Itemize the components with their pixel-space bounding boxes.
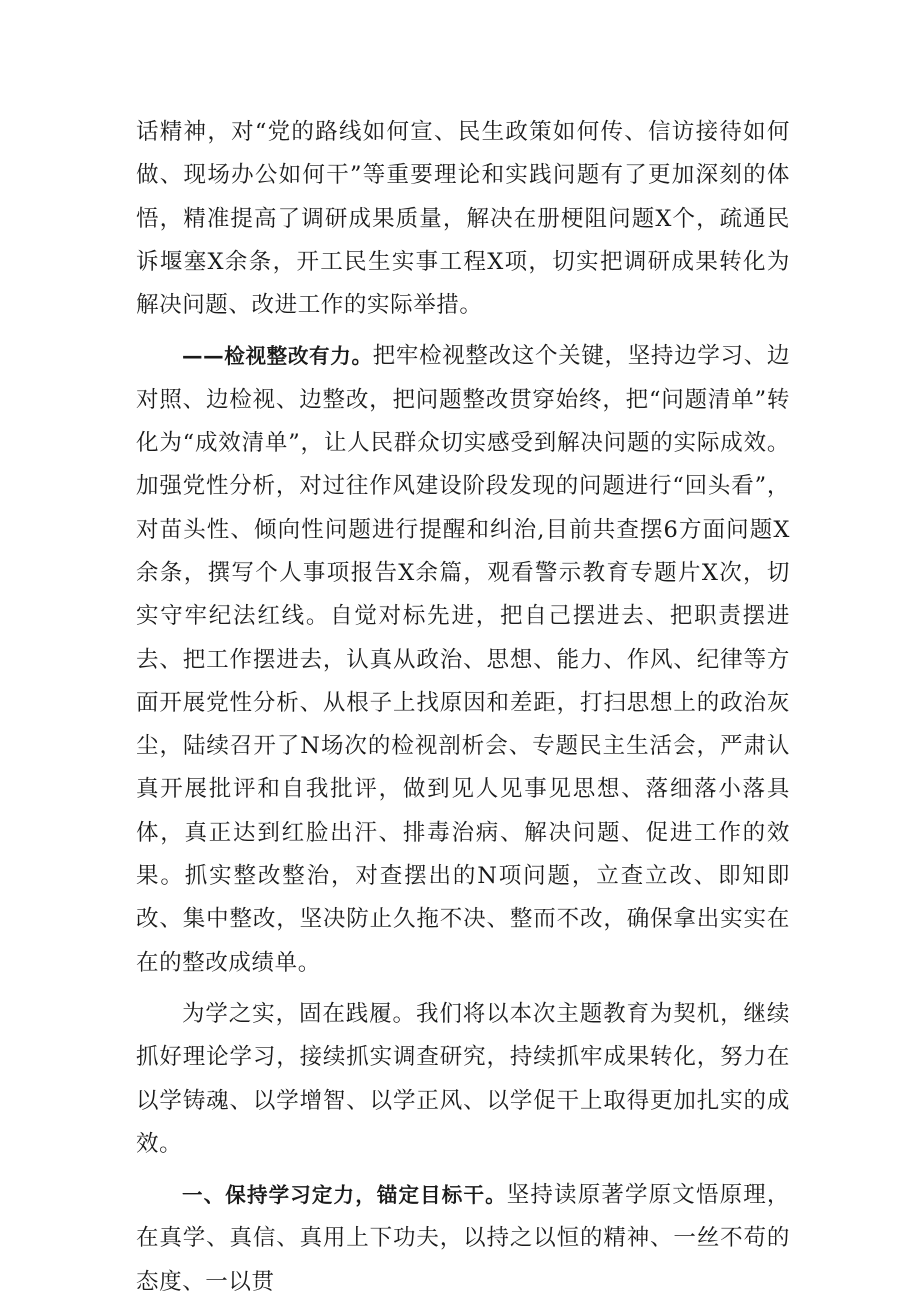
paragraph-text: 为学之实，固在践履。我们将以本次主题教育为契机，继续抓好理论学习，接续抓实调查研究，持续抓牢成果转化，努力在以学铸魂、以学增智、以学正风、以学促干上取得更加扎实的成效。 <box>136 1000 790 1157</box>
paragraph-research-results <box>136 111 790 327</box>
paragraph-summary <box>136 993 790 1166</box>
paragraph-text: 坚持读原著学原文悟原理，在真学、真信、真用上下功夫，以持之以恒的精神、一丝不苟的态度、一以贯 <box>136 1182 790 1295</box>
paragraph-section-one <box>136 1174 790 1304</box>
paragraph-inspection-rectification <box>136 335 790 984</box>
paragraph-heading: ——检视整改有力。 <box>182 344 373 369</box>
document-body <box>136 111 790 1304</box>
paragraph-text: 把牢检视整改这个关键，坚持边学习、边对照、边检视、边整改，把问题整改贯穿始终，把“问题清单”转化为“成效清单”，让人民群众切实感受到解决问题的实际成效。加强党性分析，对过往作风建设阶段发现的问题进行“回头看”，对苗头性、倾向性问题进行提醒和纠治,目前共查摆6方面问题X余条，撰写个人事项报告X余篇，观看警示教育专题片X次，切实守牢纪法红线。自觉对标先进，把自己摆进去、把职责摆进去、把工作摆进去，认真从政治、思想、能力、作风、纪律等方面开展党性分析、从根子上找原因和差距，打扫思想上的政治灰尘，陆续召开了N场次的检视剖析会、专题民主生活会，严肃认真开展批评和自我批评，做到见人见事见思想、落细落小落具体，真正达到红脸出汗、排毒治病、解决问题、促进工作的效果。抓实整改整治，对查摆出的N项问题，立查立改、即知即改、集中整改，坚决防止久拖不决、整而不改，确保拿出实实在在的整改成绩单。 <box>136 343 790 976</box>
section-heading: 一、保持学习定力，锚定目标干。 <box>182 1183 507 1208</box>
paragraph-text: 话精神，对“党的路线如何宣、民生政策如何传、信访接待如何做、现场办公如何干”等重要理论和实践问题有了更加深刻的体悟，精准提高了调研成果质量，解决在册梗阻问题X个，疏通民诉堰塞X余条，开工民生实事工程X项，切实把调研成果转化为解决问题、改进工作的实际举措。 <box>136 119 790 319</box>
